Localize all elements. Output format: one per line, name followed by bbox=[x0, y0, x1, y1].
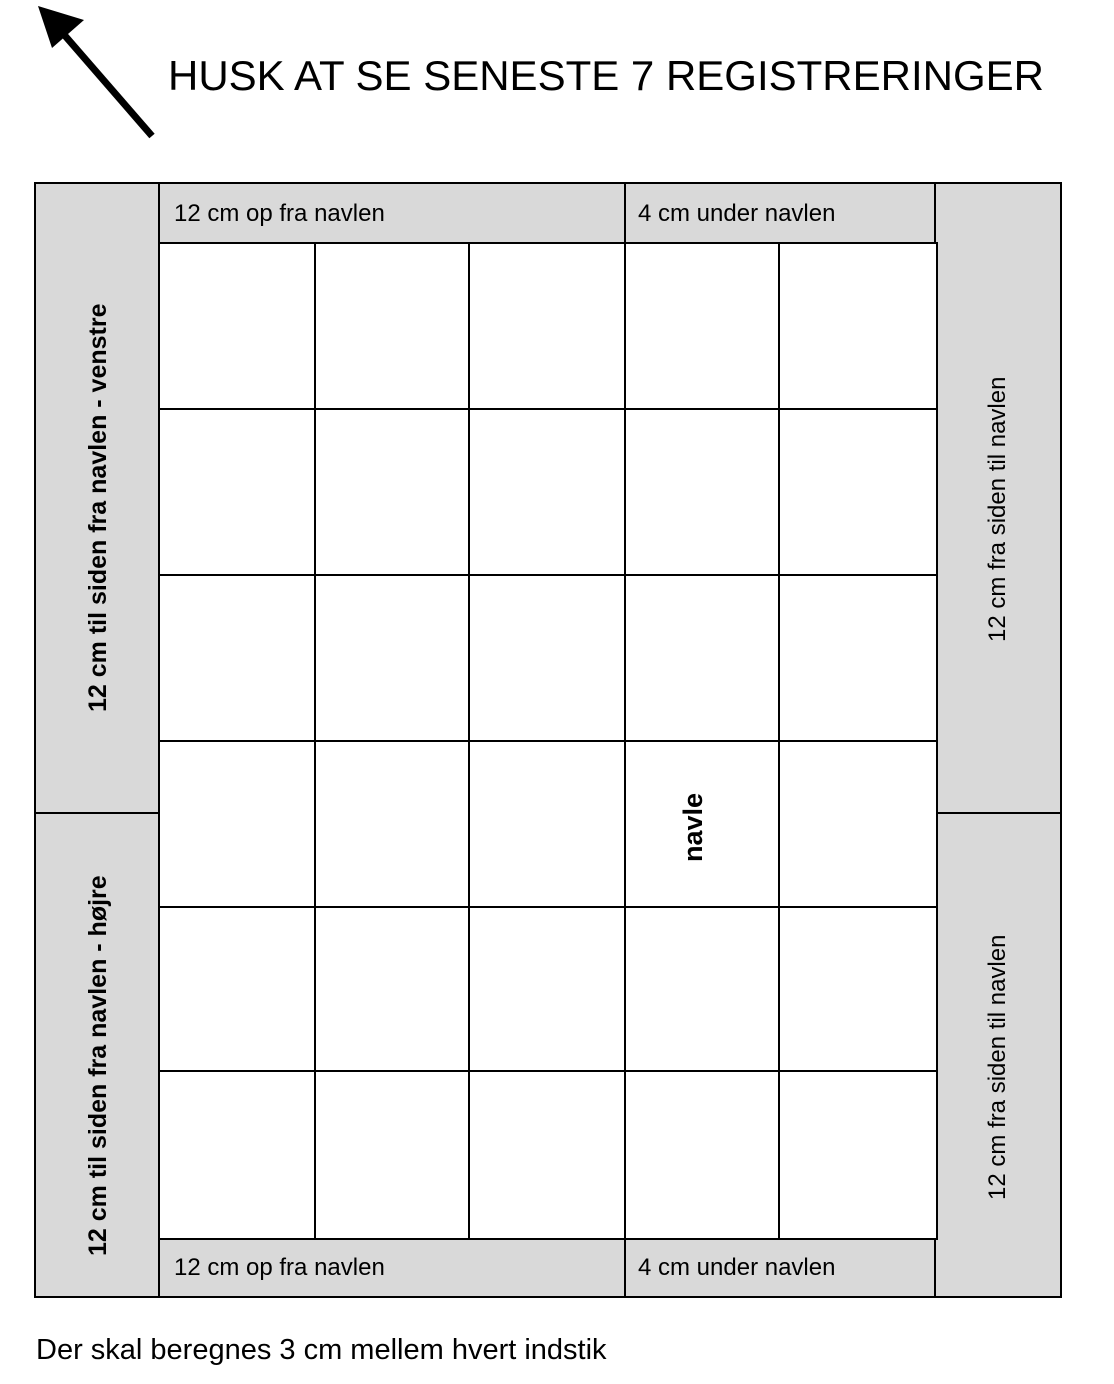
right-lower-label: 12 cm fra siden til navlen bbox=[984, 934, 1011, 1200]
top-label-right: 4 cm under navlen bbox=[638, 200, 836, 227]
grid-cell bbox=[158, 408, 316, 576]
grid-cell bbox=[778, 740, 938, 908]
grid-cell bbox=[778, 1070, 938, 1240]
grid-cell bbox=[314, 242, 470, 410]
bottom-label-left: 12 cm op fra navlen bbox=[174, 1254, 385, 1281]
grid-cell bbox=[624, 574, 780, 742]
top-label-left: 12 cm op fra navlen bbox=[174, 200, 385, 227]
grid-cell bbox=[468, 574, 626, 742]
grid-cell bbox=[314, 740, 470, 908]
grid-cell bbox=[778, 906, 938, 1072]
grid-cell bbox=[624, 408, 780, 576]
grid-cell bbox=[158, 740, 316, 908]
grid-cell bbox=[314, 906, 470, 1072]
grid-cell bbox=[158, 1070, 316, 1240]
arrow-up-left-icon bbox=[30, 0, 170, 145]
left-lower-label: 12 cm til siden fra navlen - højre bbox=[84, 875, 112, 1256]
grid-cell bbox=[624, 1070, 780, 1240]
grid-cell bbox=[158, 574, 316, 742]
grid-cell bbox=[624, 906, 780, 1072]
bottom-label-right: 4 cm under navlen bbox=[638, 1254, 836, 1281]
injection-site-chart bbox=[34, 182, 1062, 1298]
grid-cell bbox=[158, 906, 316, 1072]
grid-cell bbox=[468, 242, 626, 410]
grid-cell bbox=[778, 408, 938, 576]
grid-cell bbox=[468, 906, 626, 1072]
grid-cell bbox=[314, 574, 470, 742]
grid-cell bbox=[158, 242, 316, 410]
page-heading: HUSK AT SE SENESTE 7 REGISTRERINGER bbox=[168, 52, 1044, 99]
navel-label: navle bbox=[678, 792, 708, 862]
grid-cell bbox=[314, 408, 470, 576]
grid-cell bbox=[468, 1070, 626, 1240]
grid-cell bbox=[778, 242, 938, 410]
grid-cell bbox=[314, 1070, 470, 1240]
grid-cell bbox=[624, 242, 780, 410]
right-upper-label: 12 cm fra siden til navlen bbox=[984, 376, 1011, 642]
grid-cell bbox=[468, 408, 626, 576]
footer-note: Der skal beregnes 3 cm mellem hvert indstik bbox=[36, 1334, 607, 1366]
left-upper-label: 12 cm til siden fra navlen - venstre bbox=[84, 303, 112, 712]
grid-cell bbox=[468, 740, 626, 908]
grid-cell bbox=[778, 574, 938, 742]
